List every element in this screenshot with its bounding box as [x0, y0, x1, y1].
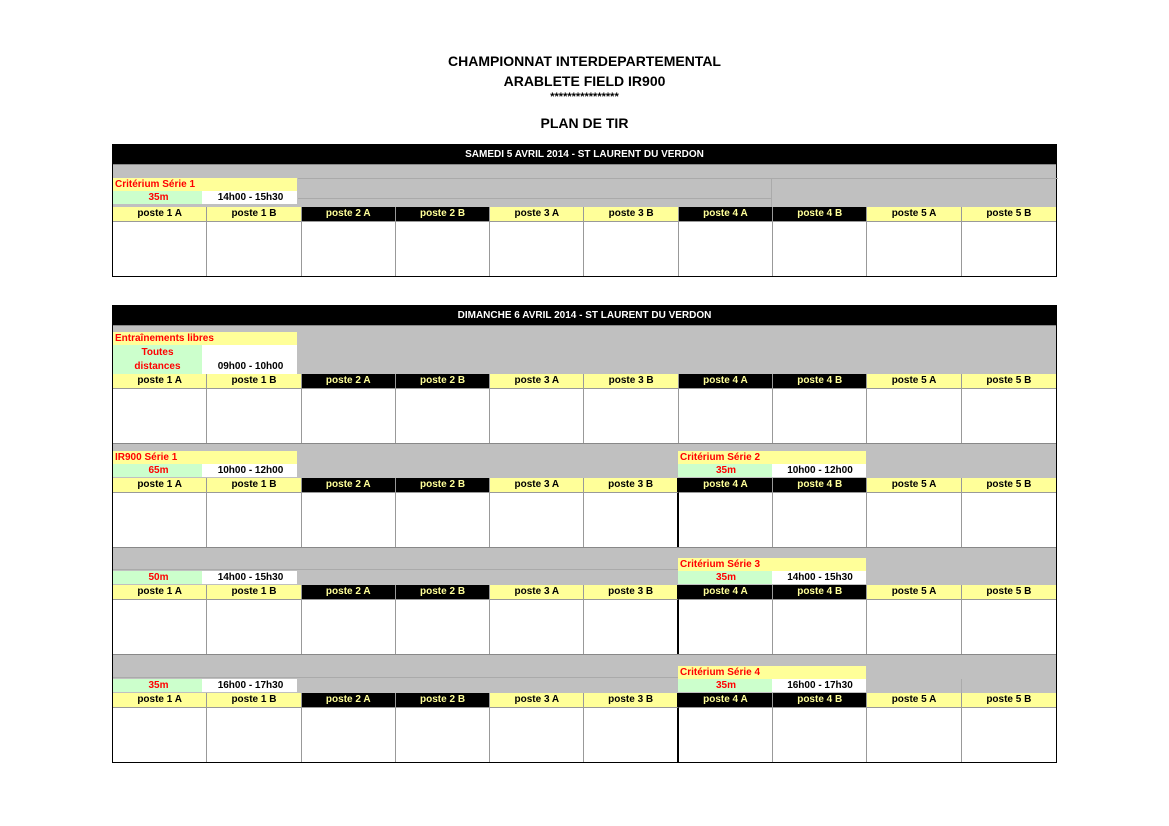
assignment-cell[interactable]	[584, 707, 678, 762]
assignment-cell[interactable]	[396, 599, 490, 654]
poste-label: poste 4 A	[679, 207, 773, 221]
poste-label: poste 4 B	[773, 693, 867, 707]
series-distance-right: 35m	[678, 571, 772, 584]
poste-label: poste 2 A	[302, 693, 396, 707]
series-name-right: Critérium Série 2	[678, 451, 866, 464]
assignment-cell[interactable]	[490, 707, 584, 762]
poste-label: poste 1 B	[207, 693, 301, 707]
block-info	[113, 165, 1056, 207]
block-info	[113, 548, 1056, 585]
poste-row	[113, 374, 1056, 388]
assignment-row	[113, 221, 1056, 276]
assignment-cell[interactable]	[113, 221, 207, 276]
poste-label: poste 2 B	[396, 374, 490, 388]
assignment-cell[interactable]	[302, 221, 396, 276]
series-name-right: Critérium Série 4	[678, 666, 866, 679]
poste-label: poste 3 A	[490, 585, 584, 599]
assignment-row	[113, 599, 1056, 654]
poste-row	[113, 693, 1056, 707]
plan-title: PLAN DE TIR	[540, 115, 629, 131]
assignment-cell[interactable]	[396, 388, 490, 443]
assignment-cell[interactable]	[396, 707, 490, 762]
series-name-left: IR900 Série 1	[113, 451, 297, 464]
assignment-cell[interactable]	[113, 492, 207, 547]
poste-label: poste 3 B	[584, 693, 678, 707]
series-distance-left: 50m	[113, 571, 202, 584]
block-info	[113, 444, 1056, 478]
assignment-cell[interactable]	[773, 707, 867, 762]
poste-label: poste 1 A	[113, 374, 207, 388]
poste-label: poste 2 A	[302, 585, 396, 599]
series-distance-left: 65m	[113, 464, 202, 477]
assignment-cell[interactable]	[207, 492, 301, 547]
poste-label: poste 3 B	[584, 374, 678, 388]
poste-label: poste 3 A	[490, 693, 584, 707]
championship-title: CHAMPIONNAT INTERDEPARTEMENTAL	[448, 53, 721, 69]
block-info	[113, 655, 1056, 693]
assignment-cell[interactable]	[207, 221, 301, 276]
poste-label: poste 2 A	[302, 207, 396, 221]
assignment-row	[113, 707, 1056, 762]
series-time-left: 10h00 - 12h00	[202, 464, 297, 477]
assignment-cell[interactable]	[773, 221, 867, 276]
sunday-block-4	[113, 654, 1056, 762]
sunday-block-1	[113, 325, 1056, 443]
assignment-cell[interactable]	[302, 707, 396, 762]
assignment-cell[interactable]	[867, 221, 961, 276]
assignment-cell[interactable]	[867, 492, 961, 547]
poste-label: poste 2 B	[396, 478, 490, 492]
poste-label: poste 1 A	[113, 585, 207, 599]
series-time: 09h00 - 10h00	[202, 345, 297, 374]
poste-label: poste 2 B	[396, 693, 490, 707]
assignment-cell[interactable]	[679, 707, 773, 762]
assignment-cell[interactable]	[207, 388, 301, 443]
series-distance: 35m	[113, 191, 202, 204]
assignment-cell[interactable]	[396, 221, 490, 276]
poste-label: poste 4 A	[679, 585, 773, 599]
assignment-cell[interactable]	[207, 599, 301, 654]
poste-row	[113, 585, 1056, 599]
poste-label: poste 1 B	[207, 374, 301, 388]
assignment-cell[interactable]	[584, 599, 678, 654]
poste-label: poste 1 B	[207, 585, 301, 599]
poste-label: poste 1 B	[207, 207, 301, 221]
series-time-left: 14h00 - 15h30	[202, 571, 297, 584]
assignment-cell[interactable]	[867, 707, 961, 762]
assignment-cell[interactable]	[490, 492, 584, 547]
assignment-cell[interactable]	[679, 221, 773, 276]
poste-label: poste 3 B	[584, 207, 678, 221]
poste-label: poste 4 A	[679, 478, 773, 492]
poste-row	[113, 207, 1056, 221]
assignment-cell[interactable]	[962, 221, 1056, 276]
poste-label: poste 5 A	[867, 478, 961, 492]
series-time-right: 16h00 - 17h30	[772, 679, 866, 692]
series-time-right: 14h00 - 15h30	[772, 571, 866, 584]
poste-label: poste 5 B	[962, 585, 1056, 599]
poste-label: poste 5 B	[962, 693, 1056, 707]
poste-label: poste 4 A	[679, 374, 773, 388]
sunday-block-3	[113, 547, 1056, 654]
assignment-cell[interactable]	[302, 599, 396, 654]
assignment-cell[interactable]	[396, 492, 490, 547]
poste-label: poste 5 B	[962, 478, 1056, 492]
assignment-cell[interactable]	[113, 707, 207, 762]
assignment-cell[interactable]	[207, 707, 301, 762]
distance-line-1: Toutes	[141, 347, 174, 358]
assignment-cell[interactable]	[679, 599, 773, 654]
poste-row	[113, 478, 1056, 492]
series-name-right: Critérium Série 3	[678, 558, 866, 571]
assignment-cell[interactable]	[773, 388, 867, 443]
poste-label: poste 1 A	[113, 478, 207, 492]
poste-label: poste 3 A	[490, 478, 584, 492]
assignment-cell[interactable]	[113, 388, 207, 443]
assignment-cell[interactable]	[867, 599, 961, 654]
series-distance-right: 35m	[678, 679, 772, 692]
assignment-row	[113, 388, 1056, 443]
poste-label: poste 1 A	[113, 693, 207, 707]
poste-label: poste 5 A	[867, 585, 961, 599]
saturday-schedule	[112, 144, 1057, 277]
sunday-block-2	[113, 443, 1056, 547]
assignment-cell[interactable]	[962, 492, 1056, 547]
poste-label: poste 5 A	[867, 207, 961, 221]
assignment-cell[interactable]	[584, 492, 678, 547]
assignment-cell[interactable]	[679, 492, 773, 547]
assignment-cell[interactable]	[679, 388, 773, 443]
assignment-cell[interactable]	[302, 492, 396, 547]
assignment-cell[interactable]	[962, 388, 1056, 443]
poste-label: poste 3 A	[490, 374, 584, 388]
poste-label: poste 2 B	[396, 207, 490, 221]
sunday-schedule	[112, 305, 1057, 763]
series-name: Entraînements libres	[113, 332, 297, 345]
assignment-cell[interactable]	[302, 388, 396, 443]
saturday-block-1	[113, 164, 1056, 276]
series-time-right: 10h00 - 12h00	[772, 464, 866, 477]
poste-label: poste 5 A	[867, 693, 961, 707]
assignment-cell[interactable]	[962, 707, 1056, 762]
series-name: Critérium Série 1	[113, 178, 297, 191]
series-distance	[113, 345, 202, 374]
sunday-header: DIMANCHE 6 AVRIL 2014 - ST LAURENT DU VERDON	[113, 306, 1056, 325]
assignment-cell[interactable]	[867, 388, 961, 443]
distance-line-2: distances	[134, 361, 181, 372]
poste-label: poste 4 B	[773, 374, 867, 388]
series-time: 14h00 - 15h30	[202, 191, 297, 204]
poste-label: poste 5 B	[962, 207, 1056, 221]
assignment-cell[interactable]	[773, 599, 867, 654]
block-info	[113, 326, 1056, 374]
poste-label: poste 4 B	[773, 207, 867, 221]
series-time-left: 16h00 - 17h30	[202, 679, 297, 692]
poste-label: poste 3 B	[584, 478, 678, 492]
poste-label: poste 5 B	[962, 374, 1056, 388]
assignment-cell[interactable]	[113, 599, 207, 654]
assignment-cell[interactable]	[584, 221, 678, 276]
poste-label: poste 1 B	[207, 478, 301, 492]
assignment-row	[113, 492, 1056, 547]
assignment-cell[interactable]	[490, 599, 584, 654]
poste-label: poste 2 B	[396, 585, 490, 599]
assignment-cell[interactable]	[773, 492, 867, 547]
series-distance-left: 35m	[113, 679, 202, 692]
poste-label: poste 3 A	[490, 207, 584, 221]
assignment-cell[interactable]	[584, 388, 678, 443]
title-block	[0, 51, 1169, 133]
poste-label: poste 5 A	[867, 374, 961, 388]
assignment-cell[interactable]	[490, 388, 584, 443]
poste-label: poste 3 B	[584, 585, 678, 599]
poste-label: poste 1 A	[113, 207, 207, 221]
event-title: ARABLETE FIELD IR900	[503, 73, 666, 89]
series-distance-right: 35m	[678, 464, 772, 477]
poste-label: poste 4 B	[773, 585, 867, 599]
poste-label: poste 4 B	[773, 478, 867, 492]
assignment-cell[interactable]	[490, 221, 584, 276]
poste-label: poste 4 A	[679, 693, 773, 707]
assignment-cell[interactable]	[962, 599, 1056, 654]
stars-separator: ****************	[550, 91, 619, 103]
poste-label: poste 2 A	[302, 374, 396, 388]
poste-label: poste 2 A	[302, 478, 396, 492]
saturday-header: SAMEDI 5 AVRIL 2014 - ST LAURENT DU VERDON	[113, 145, 1056, 164]
